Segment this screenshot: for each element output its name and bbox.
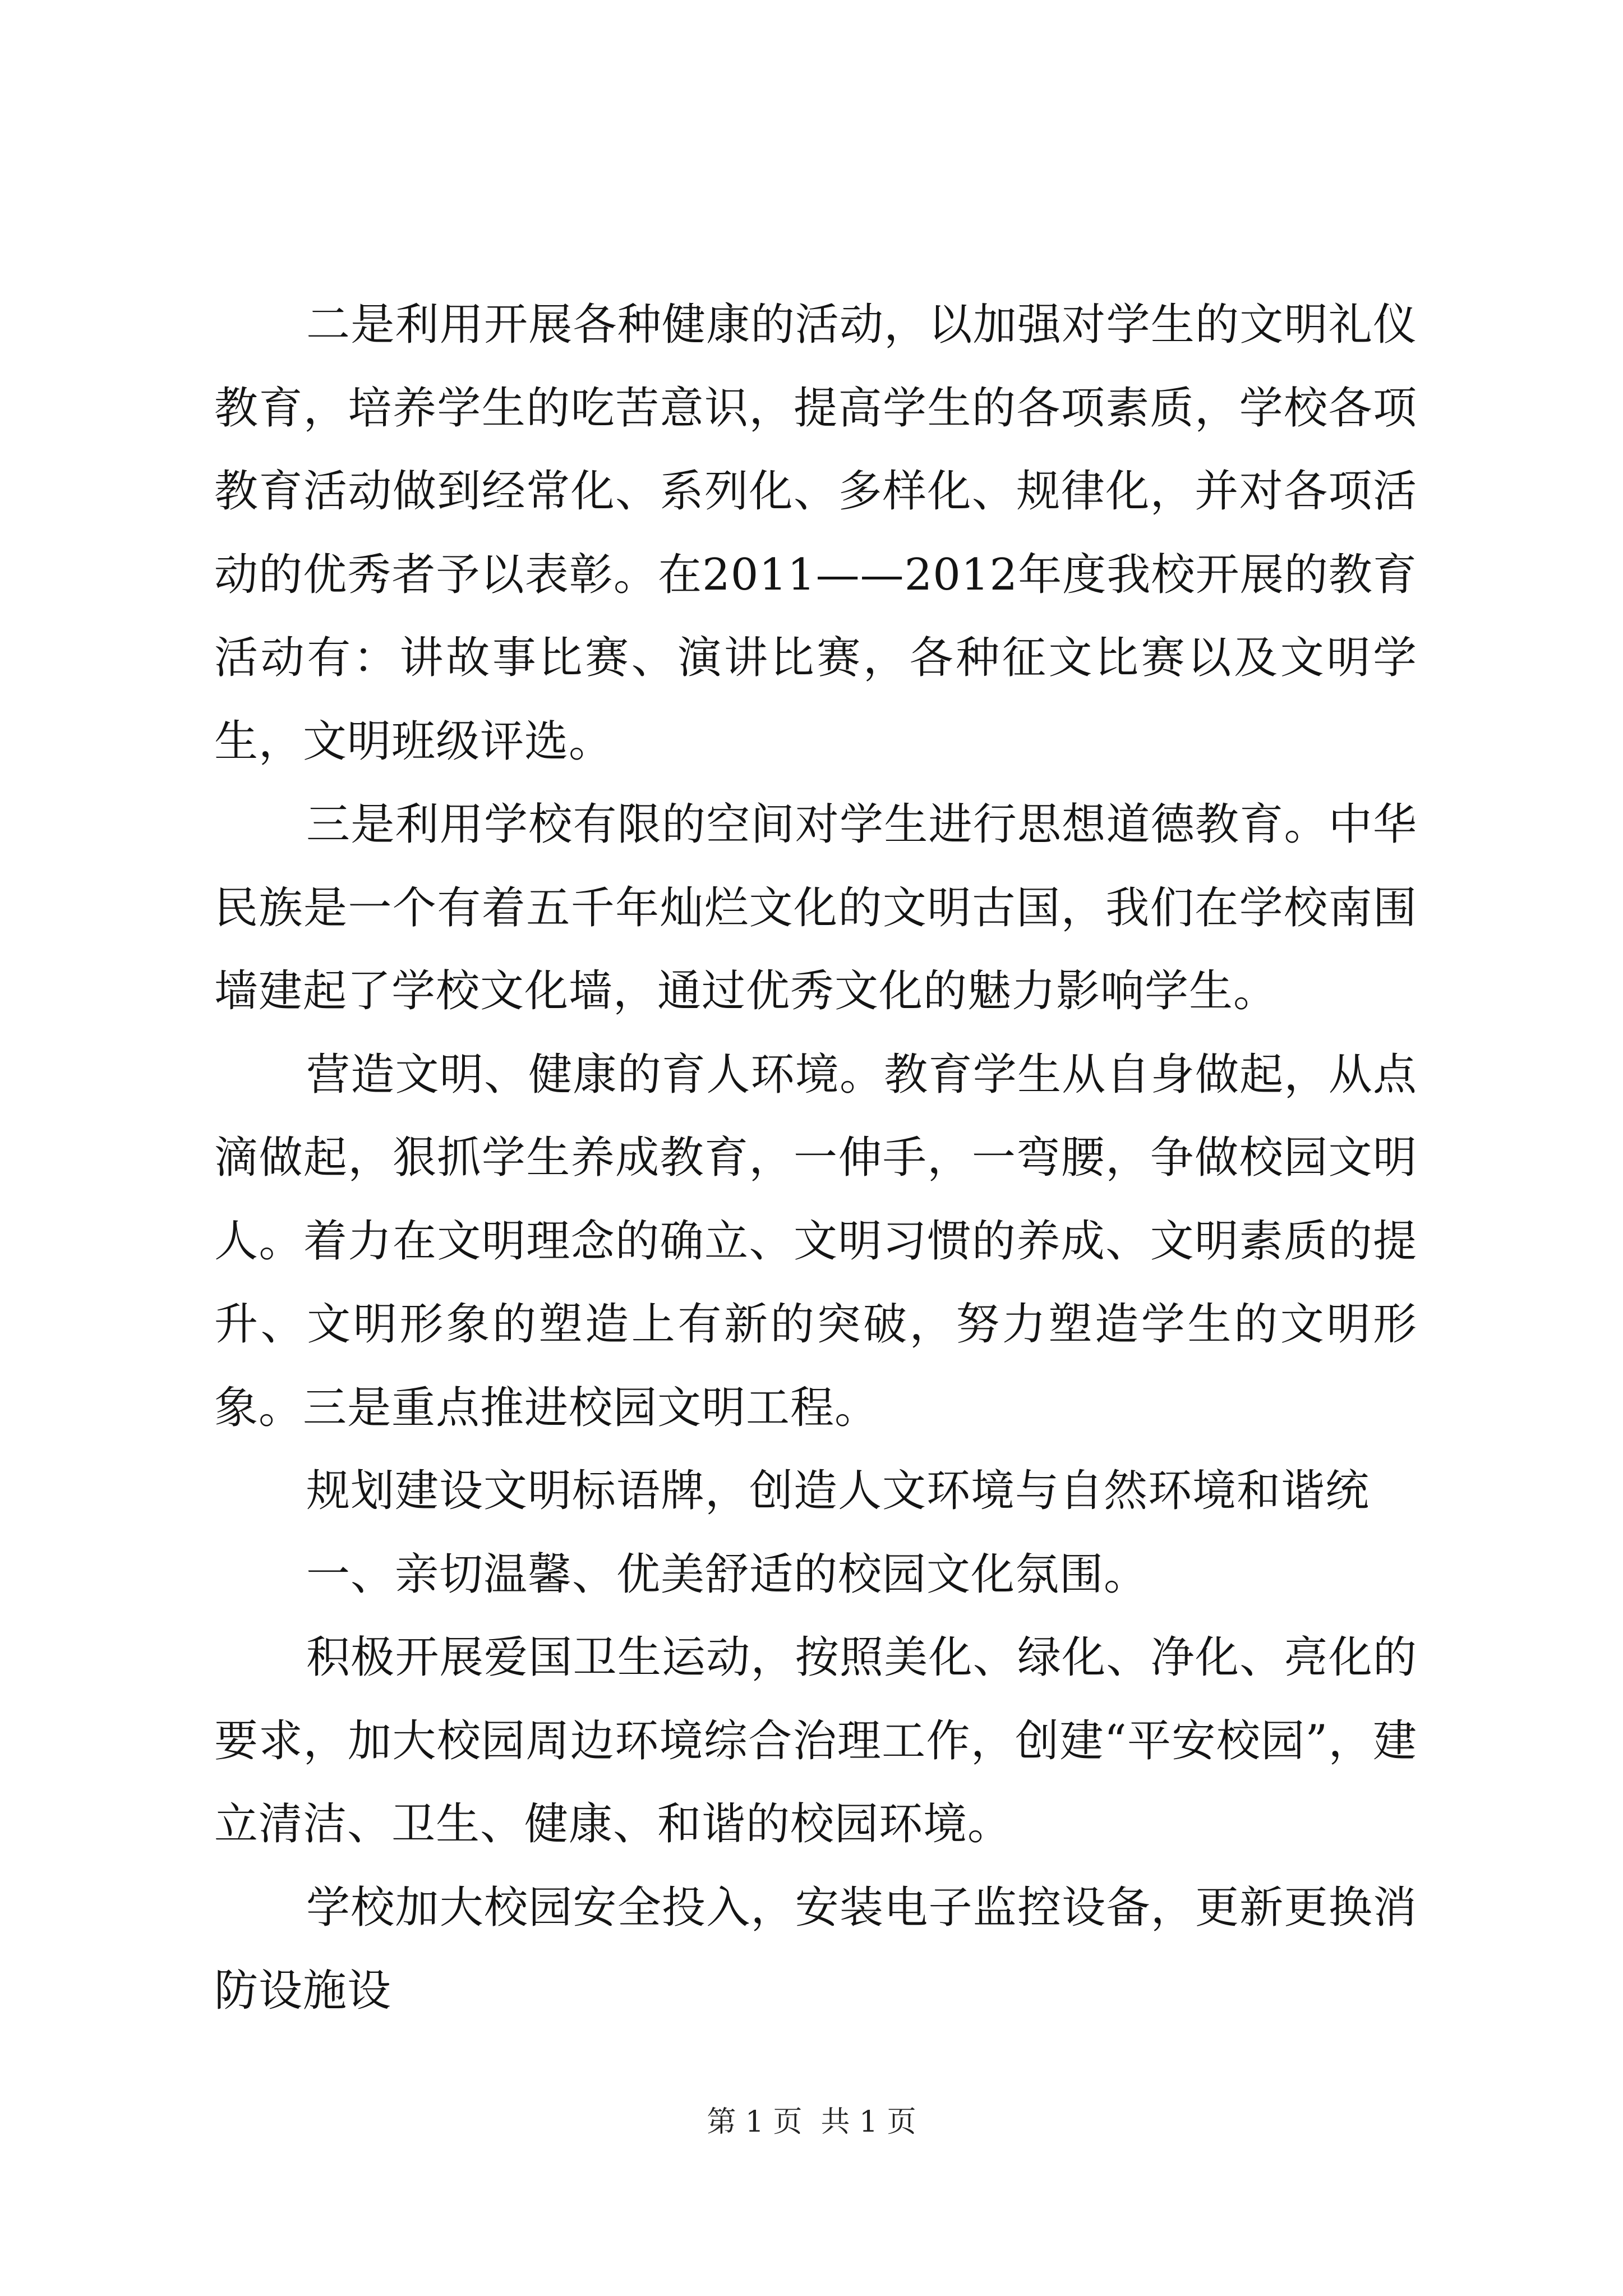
paragraph-slogan-signs: 规划建设文明标语牌，创造人文环境与自然环境和谐统	[306, 1466, 1370, 1516]
document-body	[214, 283, 1417, 2033]
paragraph-environment: 营造文明、健康的育人环境。教育学生从自身做起，从点滴做起，狠抓学生养成教育，一伸手，一弯腰，争做校园文明人。着力在文明理念的确立、文明习惯的养成、文明素质的提升、文明形象的塑造上有新的突破，努力塑造学生的文明形象。三是重点推进校园文明工程。	[214, 1049, 1417, 1433]
paragraph-activities: 二是利用开展各种健康的活动，以加强对学生的文明礼仪教育，培养学生的吃苦意识，提高学生的各项素质，学校各项教育活动做到经常化、系列化、多样化、规律化，并对各项活动的优秀者予以表彰。在2011——2012年度我校开展的教育活动有：讲故事比赛、演讲比赛，各种征文比赛以及文明学生，文明班级评选。	[214, 300, 1417, 767]
paragraph-hygiene: 积极开展爱国卫生运动，按照美化、绿化、净化、亮化的要求，加大校园周边环境综合治理工作，创建“平安校园”，建立清洁、卫生、健康、和谐的校园环境。	[214, 1632, 1417, 1849]
page-footer	[0, 2102, 1623, 2142]
page-number: 第 1 页 共 1 页	[707, 2105, 916, 2139]
paragraph-safety: 学校加大校园安全投入，安装电子监控设备，更新更换消防设施设	[214, 1882, 1417, 2016]
paragraph-moral-education: 三是利用学校有限的空间对学生进行思想道德教育。中华民族是一个有着五千年灿烂文化的文明古国，我们在学校南围墙建起了学校文化墙，通过优秀文化的魅力影响学生。	[214, 799, 1417, 1016]
paragraph-campus-culture: 一、亲切温馨、优美舒适的校园文化氛围。	[306, 1549, 1149, 1600]
